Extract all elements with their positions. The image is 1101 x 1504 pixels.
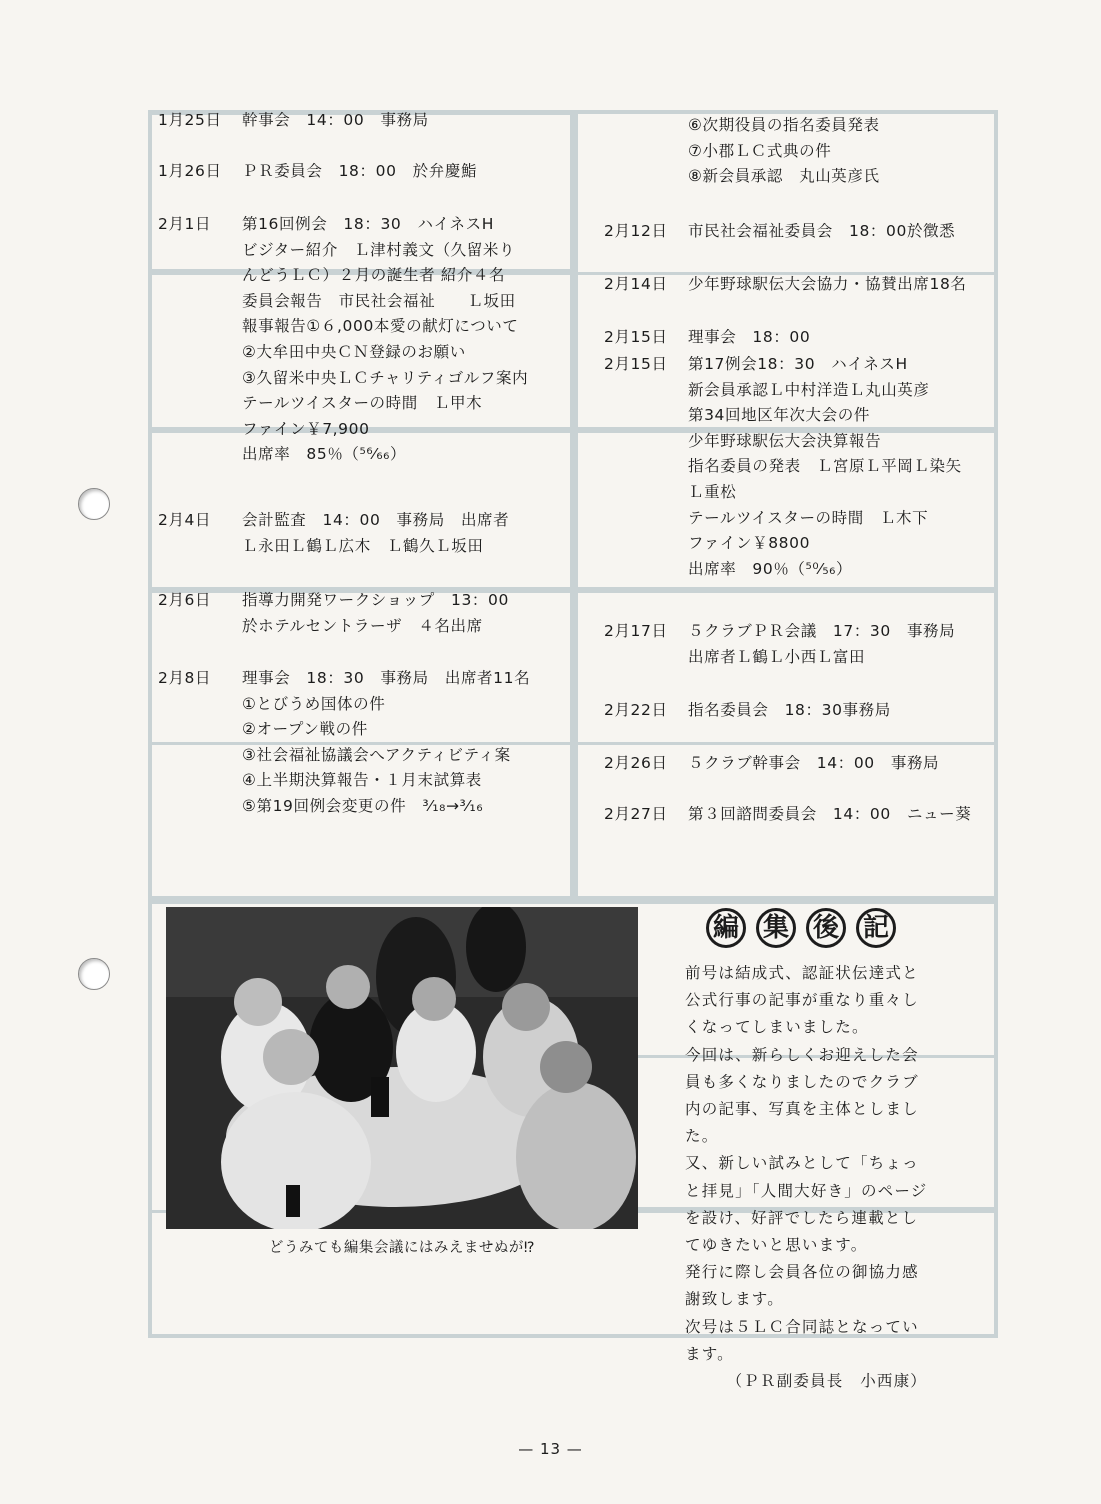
schedule-entry [604, 325, 810, 351]
entry-line: んどうＬＣ）２月の誕生者 紹介４名 [242, 266, 506, 285]
note-line: と拝見」「人間大好き」のページ [685, 1181, 928, 1200]
entry-line: 出席率 85％（⁵⁶⁄₆₆） [242, 445, 407, 464]
schedule-entry [604, 113, 880, 190]
entry-line: 指名委員会 18：30事務局 [688, 701, 891, 719]
entry-line: ②大牟田中央ＣＮ登録のお願い [242, 342, 466, 361]
note-line: 員も多くなりましたのでクラブ [685, 1072, 919, 1091]
meeting-photo [166, 907, 638, 1229]
entry-line: ５クラブＰＲ会議 17：30 事務局 [688, 622, 956, 640]
entry-line: ④上半期決算報告・１月末試算表 [242, 771, 482, 790]
entry-line: 新会員承認Ｌ中村洋造Ｌ丸山英彦 [688, 380, 930, 399]
note-line: 謝致します。 [685, 1290, 784, 1309]
entry-line: テールツイスターの時間 Ｌ木下 [688, 508, 929, 527]
entry-date: 1月25日 [158, 111, 222, 129]
binder-hole-top [78, 488, 110, 520]
entry-line: Ｌ重松 [688, 482, 737, 501]
note-line: 又、新しい試みとして「ちょっ [685, 1154, 919, 1173]
entry-line: ③社会福祉協議会へアクティビティ案 [242, 745, 511, 764]
entry-date [604, 113, 688, 190]
note-line: 公式行事の記事が重なり重々し [685, 991, 919, 1010]
note-line: た。 [685, 1127, 719, 1146]
schedule-entry [604, 219, 955, 245]
note-line: 次号は５ＬＣ合同誌となってい [685, 1317, 919, 1336]
page-number: — 13 — [518, 1440, 583, 1458]
entry-date: 2月15日 [604, 328, 668, 346]
entry-line: ＰＲ委員会 18：00 於弁慶鮨 [242, 162, 478, 180]
note-line: 内の記事、写真を主体としまし [685, 1100, 919, 1119]
entry-line: 於ホテルセントラーザ ４名出席 [242, 616, 483, 635]
entry-date: 2月17日 [604, 622, 668, 640]
entry-date: 2月8日 [158, 669, 212, 687]
schedule-entry [158, 159, 477, 185]
entry-line: ②オープン戦の件 [242, 720, 368, 739]
schedule-entry [158, 508, 509, 559]
entry-line: ③久留米中央ＬＣチャリティゴルフ案内 [242, 368, 529, 387]
entry-line: 市民社会福祉委員会 18：00於徴悉 [688, 222, 956, 240]
entry-date: 2月6日 [158, 591, 212, 609]
entry-date: 2月4日 [158, 511, 212, 529]
schedule-entry [158, 212, 528, 468]
schedule-entry [604, 698, 891, 724]
entry-date: 2月15日 [604, 355, 668, 373]
entry-line: テールツイスターの時間 Ｌ甲木 [242, 394, 483, 413]
note-line: ます。 [685, 1344, 734, 1363]
entry-line: 報事報告①６,000本愛の献灯について [242, 317, 519, 336]
note-line: を設け、好評でしたら連載とし [685, 1208, 919, 1227]
editor-note-body [685, 960, 945, 1395]
entry-line: 指名委員の発表 Ｌ宮原Ｌ平岡Ｌ染矢 [688, 457, 962, 476]
entry-line: 幹事会 14：00 事務局 [242, 111, 429, 129]
entry-line: ファイン￥8800 [688, 534, 811, 553]
entry-line: 第16回例会 18：30 ハイネスH [242, 215, 494, 233]
entry-line: 第17例会18：30 ハイネスH [688, 355, 908, 373]
schedule-entry [158, 666, 530, 820]
entry-line: 少年野球駅伝大会決算報告 [688, 431, 882, 450]
title-char: 集 [756, 908, 796, 948]
entry-line: 出席率 90％（⁵⁰⁄₅₆） [688, 559, 853, 578]
schedule-entry [604, 619, 955, 670]
entry-date: 2月22日 [604, 701, 668, 719]
entry-date: 2月14日 [604, 275, 668, 293]
title-char: 記 [856, 908, 896, 948]
entry-line: ⑥次期役員の指名委員発表 [688, 116, 880, 134]
entry-date: 2月26日 [604, 754, 668, 772]
entry-line: 少年野球駅伝大会協力・協賛出席18名 [688, 275, 967, 293]
entry-line: ビジター紹介 Ｌ津村義文（久留米り [242, 240, 516, 259]
note-line: 発行に際し会員各位の御協力感 [685, 1263, 919, 1282]
schedule-entry [604, 352, 962, 582]
entry-line: 第３回諮問委員会 14：00 ニュー葵 [688, 805, 972, 823]
entry-line: ファイン￥7,900 [242, 419, 370, 438]
schedule-entry [158, 108, 429, 134]
entry-date: 2月12日 [604, 222, 668, 240]
schedule-entry [158, 588, 509, 639]
entry-line: 委員会報告 市民社会福祉 Ｌ坂田 [242, 291, 516, 310]
entry-line: 会計監査 14：00 事務局 出席者 [242, 511, 510, 529]
note-line: くなってしまいました。 [685, 1018, 869, 1037]
schedule-entry [604, 802, 971, 828]
entry-line: 出席者Ｌ鶴Ｌ小西Ｌ富田 [688, 647, 866, 666]
schedule-entry [604, 272, 967, 298]
note-line: てゆきたいと思います。 [685, 1236, 868, 1255]
binder-hole-bottom [78, 958, 110, 990]
entry-line: 理事会 18：00 [688, 328, 811, 346]
entry-date: 2月1日 [158, 215, 212, 233]
editor-note-title [706, 908, 896, 948]
note-signature: （ＰＲ副委員長 小西康） [726, 1372, 927, 1391]
entry-line: Ｌ永田Ｌ鶴Ｌ広木 Ｌ鶴久Ｌ坂田 [242, 536, 484, 555]
schedule-entry [604, 751, 939, 777]
entry-line: 指導力開発ワークショップ 13：00 [242, 591, 509, 609]
note-line: 前号は結成式、認証状伝達式と [685, 964, 919, 982]
entry-line: ①とびうめ国体の件 [242, 694, 386, 713]
entry-line: ５クラブ幹事会 14：00 事務局 [688, 754, 940, 772]
entry-date: 1月26日 [158, 162, 222, 180]
entry-line: 第34回地区年次大会の件 [688, 406, 870, 425]
entry-line: ⑧新会員承認 丸山英彦氏 [688, 167, 880, 186]
entry-line: ⑤第19回例会変更の件 ³⁄₁₈→³⁄₁₆ [242, 796, 484, 815]
title-char: 後 [806, 908, 846, 948]
entry-date: 2月27日 [604, 805, 668, 823]
entry-line: 理事会 18：30 事務局 出席者11名 [242, 669, 531, 687]
title-char: 編 [706, 908, 746, 948]
photo-illustration [166, 907, 638, 1229]
photo-caption: どうみても編集会議にはみえませぬが⁉ [268, 1240, 536, 1256]
note-line: 今回は、新らしくお迎えした会 [685, 1045, 919, 1064]
entry-line: ⑦小郡ＬＣ式典の件 [688, 141, 832, 160]
